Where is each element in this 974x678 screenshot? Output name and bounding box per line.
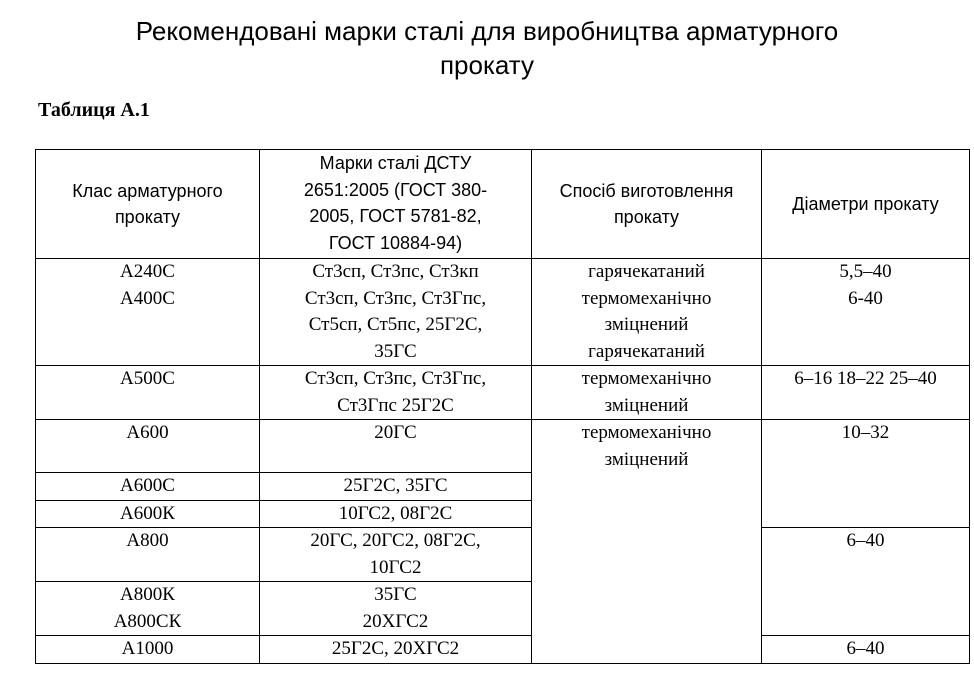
header-method: Спосіб виготовлення прокату <box>532 150 762 259</box>
cell-diameters: 6–40 <box>762 636 970 664</box>
cell-grades: Ст3сп, Ст3пс, Ст3Гпс, Ст3Гпс 25Г2С <box>260 366 532 420</box>
header-grades: Марки сталі ДСТУ 2651:2005 (ГОСТ 380- 2005, ГОСТ 5781-82, ГОСТ 10884-94) <box>260 150 532 259</box>
table-row <box>36 528 970 582</box>
cell-grades: 25Г2С, 20ХГС2 <box>260 636 532 664</box>
cell-method: гарячекатаний термомеханічно зміцнений гарячекатаний <box>532 259 762 366</box>
table-row <box>36 259 970 366</box>
title-line-2: прокату <box>439 50 535 80</box>
cell-class: А600С <box>36 473 260 501</box>
table-row <box>36 636 970 664</box>
cell-grades: 20ГС, 20ГС2, 08Г2С, 10ГС2 <box>260 528 532 582</box>
cell-grades: 25Г2С, 35ГС <box>260 473 532 501</box>
cell-diameters: 6–40 <box>762 528 970 636</box>
table-header-row <box>36 150 970 259</box>
cell-grades: Ст3сп, Ст3пс, Ст3кп Ст3сп, Ст3пс, Ст3Гпс, Ст5сп, Ст5пс, 25Г2С, 35ГС <box>260 259 532 366</box>
cell-method: термомеханічно зміцнений <box>532 366 762 420</box>
cell-class: А800 <box>36 528 260 582</box>
steel-grades-table <box>35 149 970 664</box>
cell-class: А1000 <box>36 636 260 664</box>
cell-diameters: 6–16 18–22 25–40 <box>762 366 970 420</box>
table-row <box>36 366 970 420</box>
cell-diameters: 5,5–40 6-40 <box>762 259 970 366</box>
title-line-1: Рекомендовані марки сталі для виробництва арматурного <box>135 16 839 46</box>
cell-class: А600К <box>36 500 260 528</box>
cell-grades: 20ГС <box>260 420 532 473</box>
header-class: Клас арматурного прокату <box>36 150 260 259</box>
cell-class: А500С <box>36 366 260 420</box>
cell-grades: 10ГС2, 08Г2С <box>260 500 532 528</box>
document-title <box>0 14 974 82</box>
table-caption: Таблиця А.1 <box>38 99 150 121</box>
cell-class: А800К А800СК <box>36 582 260 636</box>
cell-class: А240С А400С <box>36 259 260 366</box>
cell-class: А600 <box>36 420 260 473</box>
header-diameters: Діаметри прокату <box>762 150 970 259</box>
table-row <box>36 420 970 473</box>
cell-method: термомеханічно зміцнений <box>532 420 762 664</box>
cell-diameters: 10–32 <box>762 420 970 528</box>
cell-grades: 35ГС 20ХГС2 <box>260 582 532 636</box>
